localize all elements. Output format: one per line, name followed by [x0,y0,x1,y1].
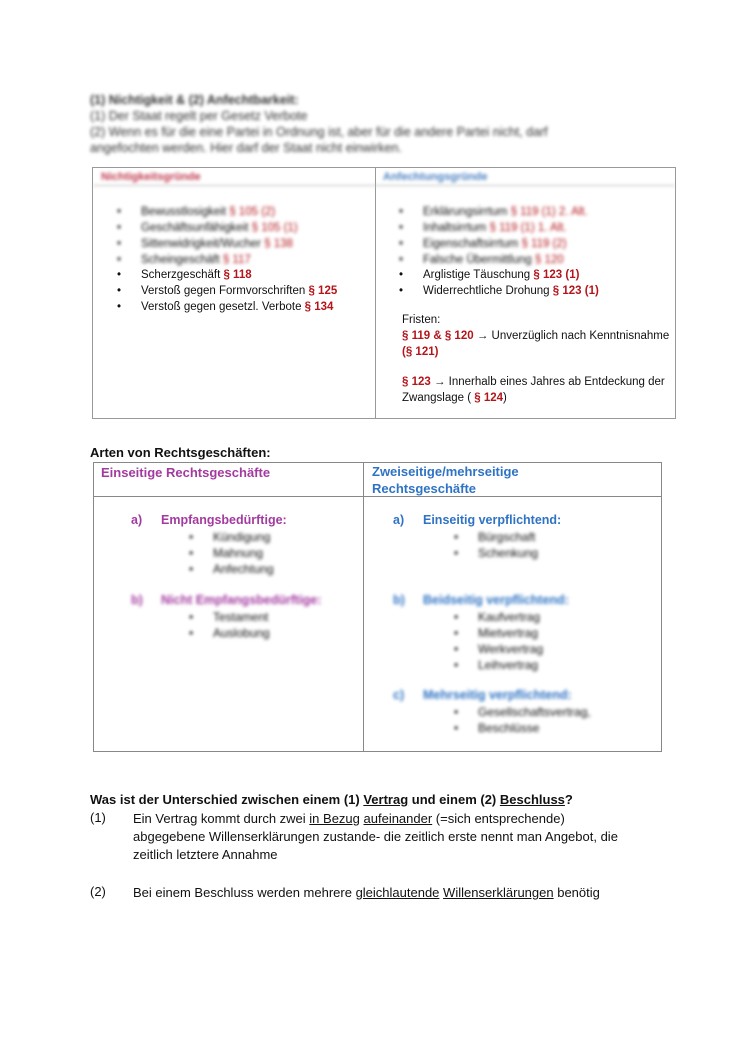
list-item: • Auslobung [185,625,270,641]
intro-line-1: (1) Der Staat regelt per Gesetz Verbote [90,109,308,123]
fristen-line-2: (§ 121) [402,346,439,358]
empfangsbeduerftige-title: a) Empfangsbedürftige: [131,513,287,527]
list-item: • Sittenwidrigkeit/Wucher § 138 [113,236,298,252]
list-item: • Werkvertrag [450,641,543,657]
beidseitig-verpflichtend-list [450,609,543,673]
list-item-continuation: • Beschlüsse [450,720,591,736]
einseitig-verpflichtend-list [450,529,538,561]
table-divider [375,168,376,418]
list-item: • Schenkung [450,545,538,561]
list-item: • Widerrechtliche Drohung § 123 (1) [395,283,599,299]
list-item: • Geschäftsunfähigkeit § 105 (1) [113,220,298,236]
grounds-table [92,167,676,419]
nichtigkeit-list [113,267,337,315]
nichtigkeit-blurred-list [113,204,298,268]
intro-line-2: (2) Wenn es für die eine Partei in Ordnung ist, aber für die andere Partei nicht, darf [90,125,548,139]
mehrseitig-verpflichtend-list [450,704,591,736]
list-item: • Bewusstlosigkeit § 105 (2) [113,204,298,220]
anfechtung-list [395,267,599,299]
nicht-empfangsbeduerftige-list [185,609,270,641]
list-item: • Testament [185,609,270,625]
answer-number-2: (2) [90,884,106,899]
fristen-block [402,312,682,406]
answer-1: Ein Vertrag kommt durch zwei in Bezug aufeinander (=sich entsprechende) abgegebene Willenserklärungen zustande- die zeitlich erste nennt man Angebot, die zeitlich letztere Annahme [133,811,618,862]
list-item: • Verstoß gegen gesetzl. Verbote § 134 [113,299,337,315]
list-item: • Arglistige Täuschung § 123 (1) [395,267,599,283]
intro-block [90,92,670,156]
list-item: • Gesellschaftsvertrag, [450,704,591,720]
list-item: • Mahnung [185,545,274,561]
anfechtung-blurred-list [395,204,588,268]
list-item: • Inhaltsirrtum § 119 (1) 1. Alt. [395,220,588,236]
beidseitig-verpflichtend-title: b) Beidseitig verpflichtend: [393,593,569,607]
list-item: • Anfechtung [185,561,274,577]
table-divider [363,462,364,752]
list-item: • Leihvertrag [450,657,543,673]
list-item: • Bürgschaft [450,529,538,545]
list-item: • Erklärungsirrtum § 119 (1) 2. Alt. [395,204,588,220]
list-item: • Kündigung [185,529,274,545]
mehrseitig-verpflichtend-title: c) Mehrseitig verpflichtend: [393,688,572,702]
answer-2: Bei einem Beschluss werden mehrere gleichlautende Willenserklärungen benötig [133,885,600,900]
nicht-empfangsbeduerftige-title: b) Nicht Empfangsbedürftige: [131,593,322,607]
fristen-label: Fristen: [402,314,441,326]
nichtigkeit-header: Nichtigkeitsgründe [101,171,201,183]
list-item: • Mietvertrag [450,625,543,641]
einseitig-verpflichtend-title: a) Einseitig verpflichtend: [393,513,562,527]
fristen-line-1: § 119 & § 120 → Unverzüglich nach Kenntnisnahme [402,330,670,342]
question-heading: Was ist der Unterschied zwischen einem (1) Vertrag und einem (2) Beschluss? [90,792,573,807]
list-item: • Scheingeschäft § 117 [113,252,298,268]
fristen-line-3: § 123 → Innerhalb eines Jahres ab Entdeckung der [402,376,665,388]
intro-heading: (1) Nichtigkeit & (2) Anfechtbarkeit: [90,93,299,107]
arten-heading: Arten von Rechtsgeschäften: [90,445,271,460]
anfechtung-header: Anfechtungsgründe [383,171,488,183]
list-item: • Falsche Übermittlung § 120 [395,252,588,268]
list-item: • Kaufvertrag [450,609,543,625]
list-item: • Eigenschaftsirrtum § 119 (2) [395,236,588,252]
legal-transactions-table [93,462,662,752]
empfangsbeduerftige-list [185,529,274,577]
list-item: • Scherzgeschäft § 118 [113,267,337,283]
einseitige-header: Einseitige Rechtsgeschäfte [101,465,271,480]
answer-number-1: (1) [90,810,106,825]
intro-line-3: angefochten werden. Hier darf der Staat nicht einwirken. [90,141,402,155]
fristen-line-4: Zwangslage ( § 124) [402,392,507,404]
list-item: • Verstoß gegen Formvorschriften § 125 [113,283,337,299]
zweiseitige-header: Zweiseitige/mehrseitige Rechtsgeschäfte [372,464,519,496]
table-header-divider [93,185,675,186]
